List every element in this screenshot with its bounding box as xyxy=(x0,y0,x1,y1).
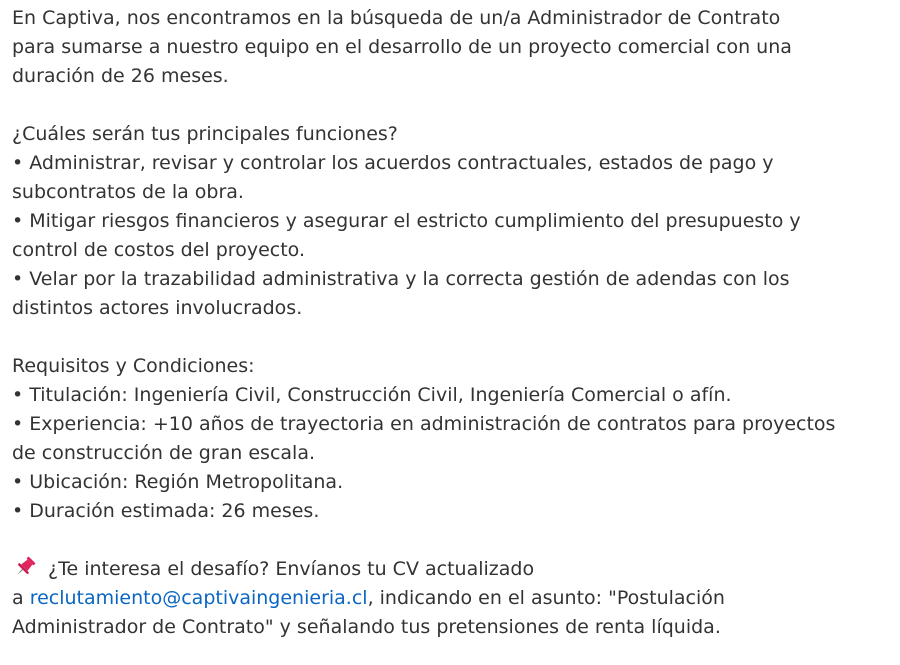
requirements-line: • Experiencia: +10 años de trayectoria en administración de contratos para proyectos xyxy=(12,413,836,435)
cta-line: Administrador de Contrato" y señalando tus pretensiones de renta líquida. xyxy=(12,616,721,638)
requirements-heading: Requisitos y Condiciones: xyxy=(12,355,255,377)
functions-heading: ¿Cuáles serán tus principales funciones? xyxy=(12,123,398,145)
functions-line: subcontratos de la obra. xyxy=(12,181,244,203)
requirements-line: de construcción de gran escala. xyxy=(12,442,316,464)
cta-line xyxy=(12,555,888,584)
requirements-line: • Duración estimada: 26 meses. xyxy=(12,500,320,522)
cta-text: ¿Te interesa el desafío? Envíanos tu CV actualizado xyxy=(48,558,535,580)
paragraph-gap xyxy=(12,91,888,120)
email-link[interactable]: reclutamiento@captivaingenieria.cl xyxy=(29,587,368,609)
pushpin-icon xyxy=(12,556,38,578)
functions-line: • Administrar, revisar y controlar los acuerdos contractuales, estados de pago y xyxy=(12,152,774,174)
cta-line xyxy=(12,584,888,613)
paragraph-gap xyxy=(12,526,888,555)
functions-line: control de costos del proyecto. xyxy=(12,239,305,261)
functions-line: distintos actores involucrados. xyxy=(12,297,303,319)
functions-line: • Mitigar riesgos financieros y asegurar el estricto cumplimiento del presupuesto y xyxy=(12,210,801,232)
intro-line: duración de 26 meses. xyxy=(12,65,229,87)
paragraph-gap xyxy=(12,323,888,352)
requirements-line: • Titulación: Ingeniería Civil, Construcción Civil, Ingeniería Comercial o afín. xyxy=(12,384,732,406)
intro-line: En Captiva, nos encontramos en la búsqueda de un/a Administrador de Contrato xyxy=(12,7,781,29)
functions-line: • Velar por la trazabilidad administrativa y la correcta gestión de adendas con los xyxy=(12,268,790,290)
requirements-line: • Ubicación: Región Metropolitana. xyxy=(12,471,344,493)
cta-suffix: , indicando en el asunto: "Postulación xyxy=(367,587,725,609)
intro-line: para sumarse a nuestro equipo en el desarrollo de un proyecto comercial con una xyxy=(12,36,792,58)
cta-prefix: a xyxy=(12,587,30,609)
